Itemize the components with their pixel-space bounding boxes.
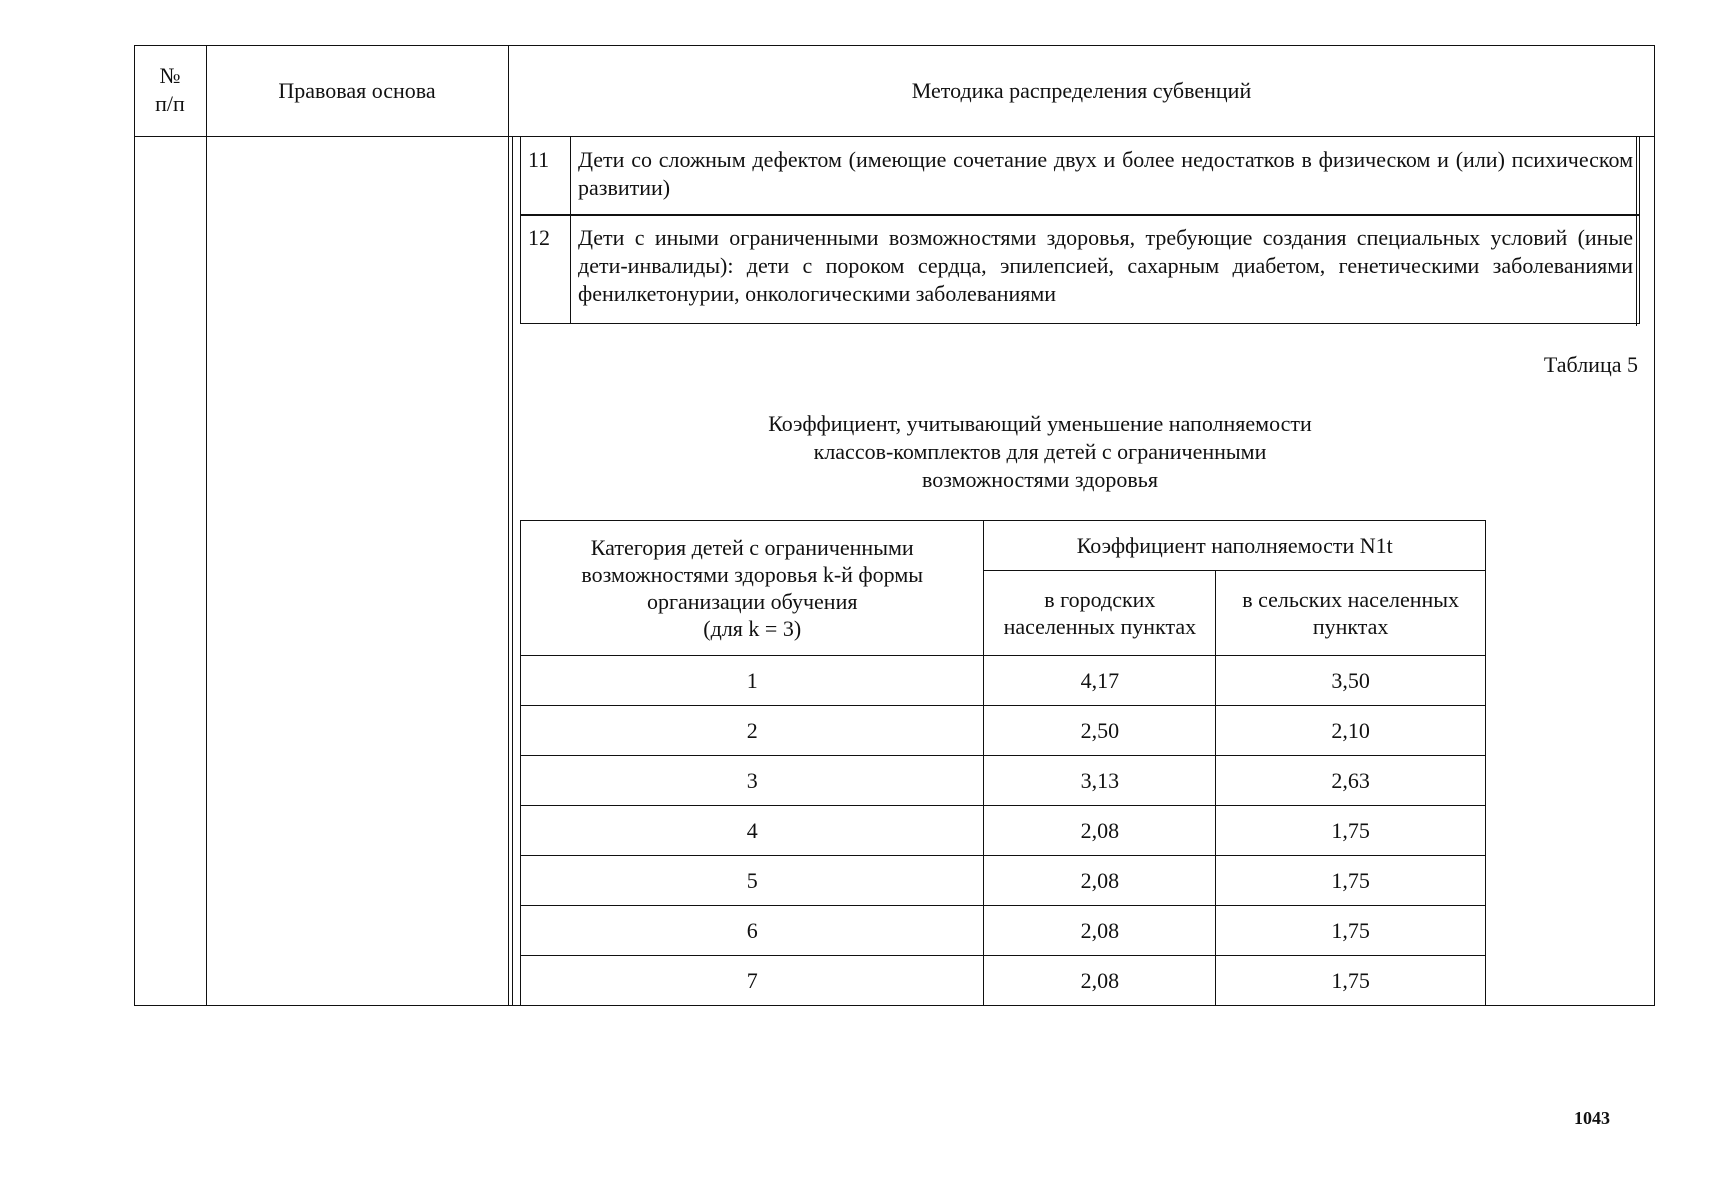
header-legal-col: Правовая основа <box>278 78 436 103</box>
cell-category: 2 <box>521 706 984 756</box>
caption-line: классов-комплектов для детей с ограниченными <box>813 439 1267 464</box>
table-row <box>521 806 1486 856</box>
table-row <box>521 906 1486 956</box>
table-row <box>521 956 1486 1006</box>
cell-category: 4 <box>521 806 984 856</box>
caption-line: Коэффициент, учитывающий уменьшение наполняемости <box>768 411 1312 436</box>
cell-urban: 3,13 <box>984 756 1216 806</box>
cell-rural: 3,50 <box>1216 656 1486 706</box>
column-divider-num <box>206 45 207 1006</box>
caption-line: возможностями здоровья <box>922 467 1158 492</box>
col-header-category: Категория детей с ограниченными возможностями здоровья k-й формы организации обучения (для k = 3) <box>521 521 984 656</box>
cell-urban: 2,08 <box>984 806 1216 856</box>
cell-rural: 1,75 <box>1216 856 1486 906</box>
column-divider-legal <box>508 45 509 1006</box>
col-header-rural: в сельских населенных пунктах <box>1216 571 1486 656</box>
cell-urban: 2,08 <box>984 906 1216 956</box>
cell-urban: 2,08 <box>984 856 1216 906</box>
table-row <box>521 706 1486 756</box>
cell-category: 7 <box>521 956 984 1006</box>
category-row-11 <box>520 136 1640 216</box>
header-method-col: Методика распределения субвенций <box>911 78 1252 103</box>
page-number: 1043 <box>1574 1108 1610 1128</box>
cell-category: 1 <box>521 656 984 706</box>
cell-urban: 4,17 <box>984 656 1216 706</box>
cell-rural: 1,75 <box>1216 806 1486 856</box>
col-header-urban: в городских населенных пунктах <box>984 571 1216 656</box>
cell-urban: 2,08 <box>984 956 1216 1006</box>
category-text: Дети с иными ограниченными возможностями здоровья, требующие создания специальных условий (иные дети-инвалиды): дети с пороком сердца, эпилепсией, сахарным диабетом, генетическими заболеваниями фенилкетонурии, онкологическими заболеваниями <box>578 225 1633 306</box>
table-row <box>521 856 1486 906</box>
table-row <box>521 756 1486 806</box>
category-num: 11 <box>521 137 571 215</box>
category-text: Дети со сложным дефектом (имеющие сочетание двух и более недостатков в физическом и (или) психическом развитии) <box>578 147 1633 200</box>
cell-category: 5 <box>521 856 984 906</box>
coefficient-table <box>520 520 1486 1006</box>
table-label: Таблица 5 <box>1543 352 1638 377</box>
cell-rural: 2,10 <box>1216 706 1486 756</box>
cell-category: 3 <box>521 756 984 806</box>
column-divider-legal-double <box>512 136 513 1006</box>
cell-urban: 2,50 <box>984 706 1216 756</box>
col-header-coefficient: Коэффициент наполняемости N1t <box>984 521 1486 571</box>
table-row <box>521 656 1486 706</box>
category-row-12 <box>520 214 1640 324</box>
table-caption <box>620 410 1460 494</box>
cell-rural: 1,75 <box>1216 906 1486 956</box>
category-num: 12 <box>521 215 571 323</box>
cell-rural: 2,63 <box>1216 756 1486 806</box>
cell-category: 6 <box>521 906 984 956</box>
header-num-col: № п/п <box>155 63 185 116</box>
cell-rural: 1,75 <box>1216 956 1486 1006</box>
